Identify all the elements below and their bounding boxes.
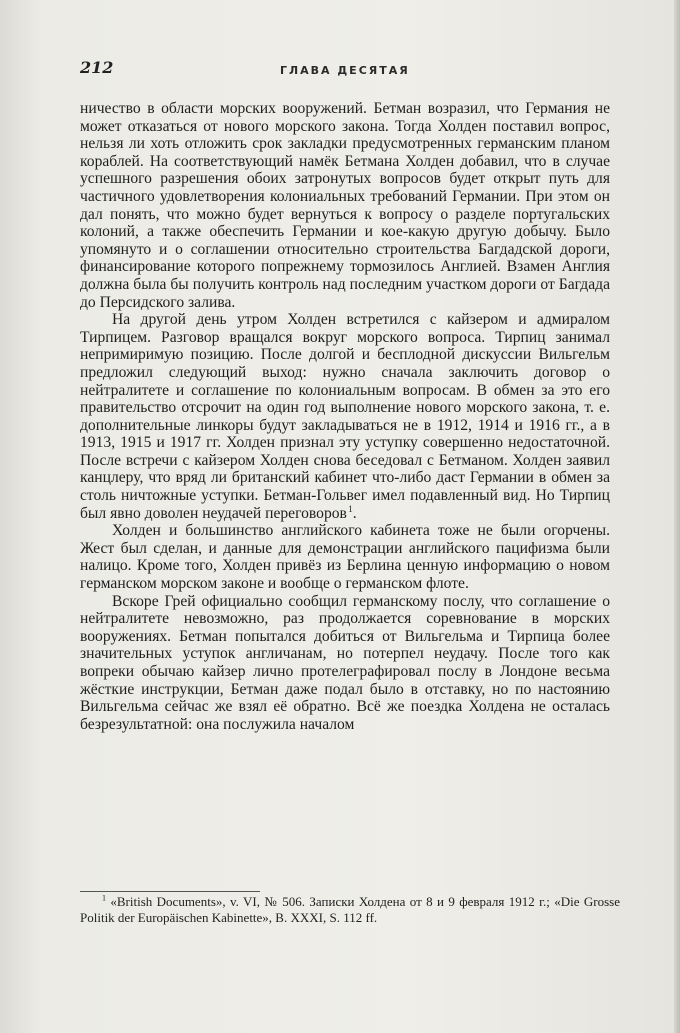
paragraph-text: На другой день утром Холден встретился с кайзером и адмиралом Тирпицем. Разговор вращался вокруг морского вопроса. Тирпиц занимал непримиримую позицию. После долгой и бесплодной дискуссии Вильгельм предложил следующий выход: нужно сначала заключить договор о нейтралитете и соглашение по колониальным вопросам. В обмен за это его правительство отсрочит на один год выполнение нового морского закона, т. е. дополнительные линкоры будут закладываться не в 1912, 1914 и 1916 гг., а в 1913, 1915 и 1917 гг. Холден признал эту уступку совершенно недостаточной. После встречи с кайзером Холден снова беседовал с Бетманом. Холден заявил канцлеру, что вряд ли британский кабинет что-либо даст Германии в обмен за столь ничтожные уступки. Бетман-Гольвег имел подавленный вид. Но Тирпиц был явно доволен неудачей переговоров xyxy=(80,311,610,522)
paragraph: Вскоре Грей официально сообщил германскому послу, что соглашение о нейтралитете невозможно, раз продолжается соревнование в морских вооружениях. Бетман попытался добиться от Вильгельма и Тирпица более значительных уступок англичанам, но потерпел неудачу. После того как вопреки обычаю кайзер лично протелеграфировал послу в Лондоне весьма жёсткие инструкции, Бетман даже подал было в отставку, но по настоянию Вильгельма сейчас же взял её обратно. Всё же поездка Холдена не осталась безрезультатной: она послужила началом xyxy=(80,592,610,733)
chapter-title: ГЛАВА ДЕСЯТАЯ xyxy=(280,64,410,77)
body-text xyxy=(80,100,610,733)
footnote-mark: 1 xyxy=(102,893,106,903)
paragraph: На другой день утром Холден встретился с кайзером и адмиралом Тирпицем. Разговор вращался вокруг морского вопроса. Тирпиц занимал непримиримую позицию. После долгой и бесплодной дискуссии Вильгельм предложил следующий выход: нужно сначала заключить договор о нейтралитете и соглашение по колониальным вопросам. В обмен за это его правительство отсрочит на один год выполнение нового морского закона, т. е. дополнительные линкоры будут закладываться не в 1912, 1914 и 1916 гг., а в 1913, 1915 и 1917 гг. Холден признал эту уступку совершенно недостаточной. После встречи с кайзером Холден снова беседовал с Бетманом. Холден заявил канцлеру, что вряд ли британский кабинет что-либо даст Германии в обмен за столь ничтожные уступки. Бетман-Гольвег имел подавленный вид. Но Тирпиц был явно доволен неудачей переговоров $^1$. xyxy=(80,311,610,522)
footnote-divider xyxy=(80,891,260,892)
footnote-reference: 1 xyxy=(348,503,353,514)
paragraph: Холден и большинство английского кабинета тоже не были огорчены. Жест был сделан, и данные для демонстрации английского пацифизма были налицо. Кроме того, Холден привёз из Берлина ценную информацию о новом германском морском законе и вообще о германском флоте. xyxy=(80,522,610,593)
page-edge xyxy=(674,0,680,1033)
running-header xyxy=(80,58,610,82)
page-number: 212 xyxy=(80,58,114,77)
footnote-text: «British Documents», v. VI, № 506. Записки Холдена от 8 и 9 февраля 1912 г.; «Die Grosse Politik der Europäischen Kabinette», B. XXXI, S. 112 ff. xyxy=(80,894,621,925)
footnote xyxy=(80,894,620,926)
paragraph-continued: ничество в области морских вооружений. Бетман возразил, что Германия не может отказаться от нового морского закона. Тогда Холден поставил вопрос, нельзя ли хоть отложить срок закладки предусмотренных германским планом кораблей. На соответствующий намёк Бетмана Холден добавил, что в случае успешного разрешения обоих затронутых вопросов будет открыт путь для частичного удовлетворения колониальных требований Германии. При этом он дал понять, что можно будет вернуться к вопросу о разделе португальских колоний, а также обеспечить Германии и кое-какую другую добычу. Было упомянуто и о соглашении относительно строительства Багдадской дороги, финансирование которого попрежнему тормозилось Англией. Взамен Англия должна была бы получить контроль над последним участком дороги от Багдада до Персидского залива. xyxy=(80,100,610,311)
